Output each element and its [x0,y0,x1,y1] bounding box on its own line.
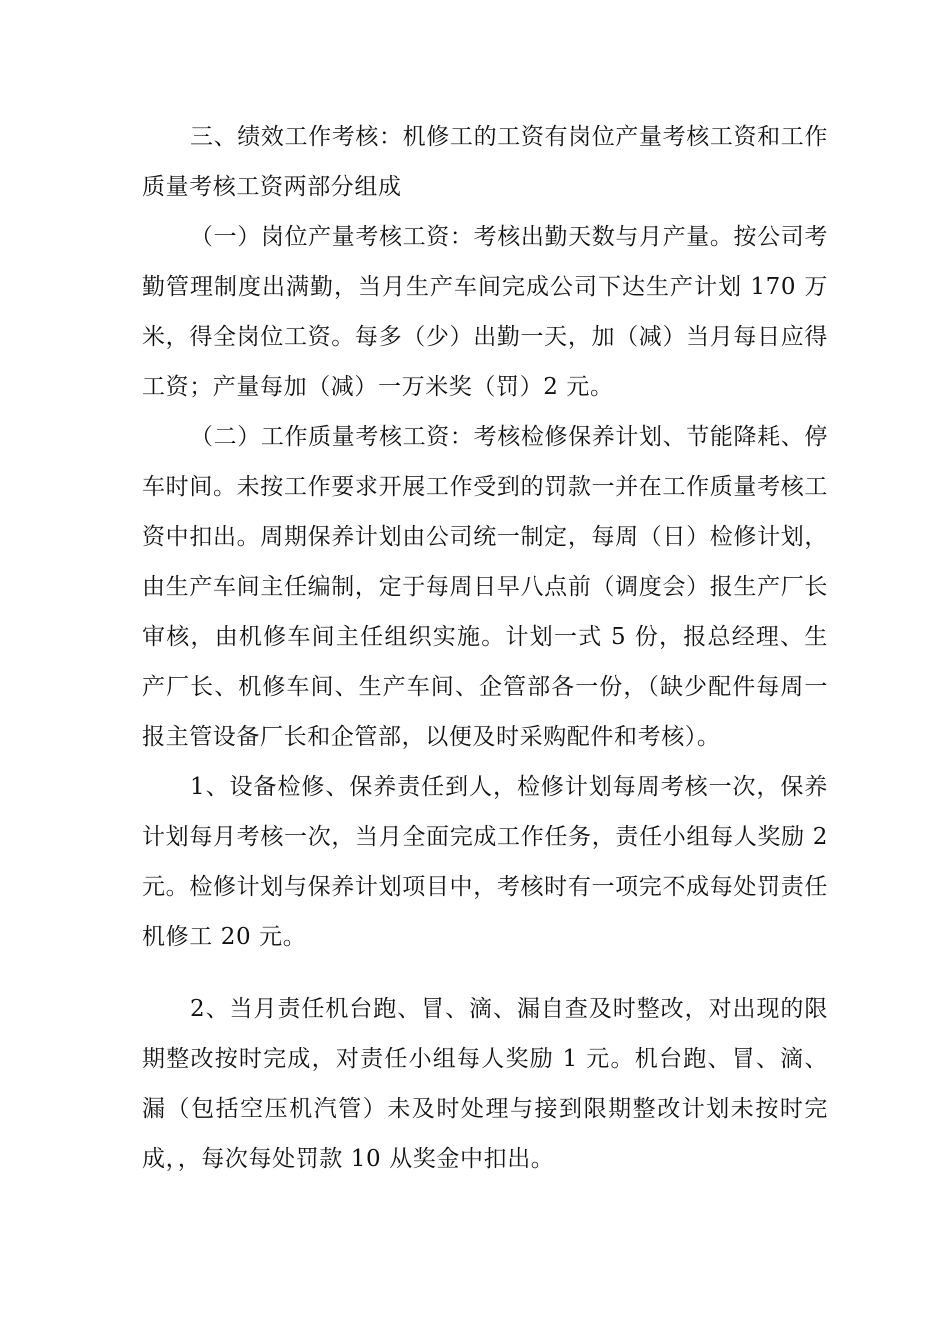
paragraph-item-1: 1、设备检修、保养责任到人，检修计划每周考核一次，保养计划每月考核一次，当月全面完成工作任务，责任小组每人奖励 2 元。检修计划与保养计划项目中，考核时有一项完不成每处罚责任机修工 20 元。 [142,774,828,950]
paragraph-post-output-wage: （一）岗位产量考核工资：考核出勤天数与月产量。按公司考勤管理制度出满勤，当月生产车间完成公司下达生产计划 170 万米，得全岗位工资。每多（少）出勤一天，加（减）当月每日应得工资；产量每加（减）一万米奖（罚）2 元。 [142,224,828,400]
section-heading-paragraph: 三、绩效工作考核：机修工的工资有岗位产量考核工资和工作质量考核工资两部分组成 [142,124,828,200]
paragraph-work-quality-wage: （二）工作质量考核工资：考核检修保养计划、节能降耗、停车时间。未按工作要求开展工作受到的罚款一并在工作质量考核工资中扣出。周期保养计划由公司统一制定，每周（日）检修计划，由生产车间主任编制，定于每周日早八点前（调度会）报生产厂长审核，由机修车间主任组织实施。计划一式 5 份，报总经理、生产厂长、机修车间、生产车间、企管部各一份，（缺少配件每周一报主管设备厂长和企管部，以便及时采购配件和考核）。 [142,424,828,750]
paragraph-item-2: 2、当月责任机台跑、冒、滴、漏自查及时整改，对出现的限期整改按时完成，对责任小组每人奖励 1 元。机台跑、冒、滴、漏（包括空压机汽管）未及时处理与接到限期整改计划未按时完成，，每次每处罚款 10 从奖金中扣出。 [142,996,828,1172]
document-body [142,112,828,1184]
